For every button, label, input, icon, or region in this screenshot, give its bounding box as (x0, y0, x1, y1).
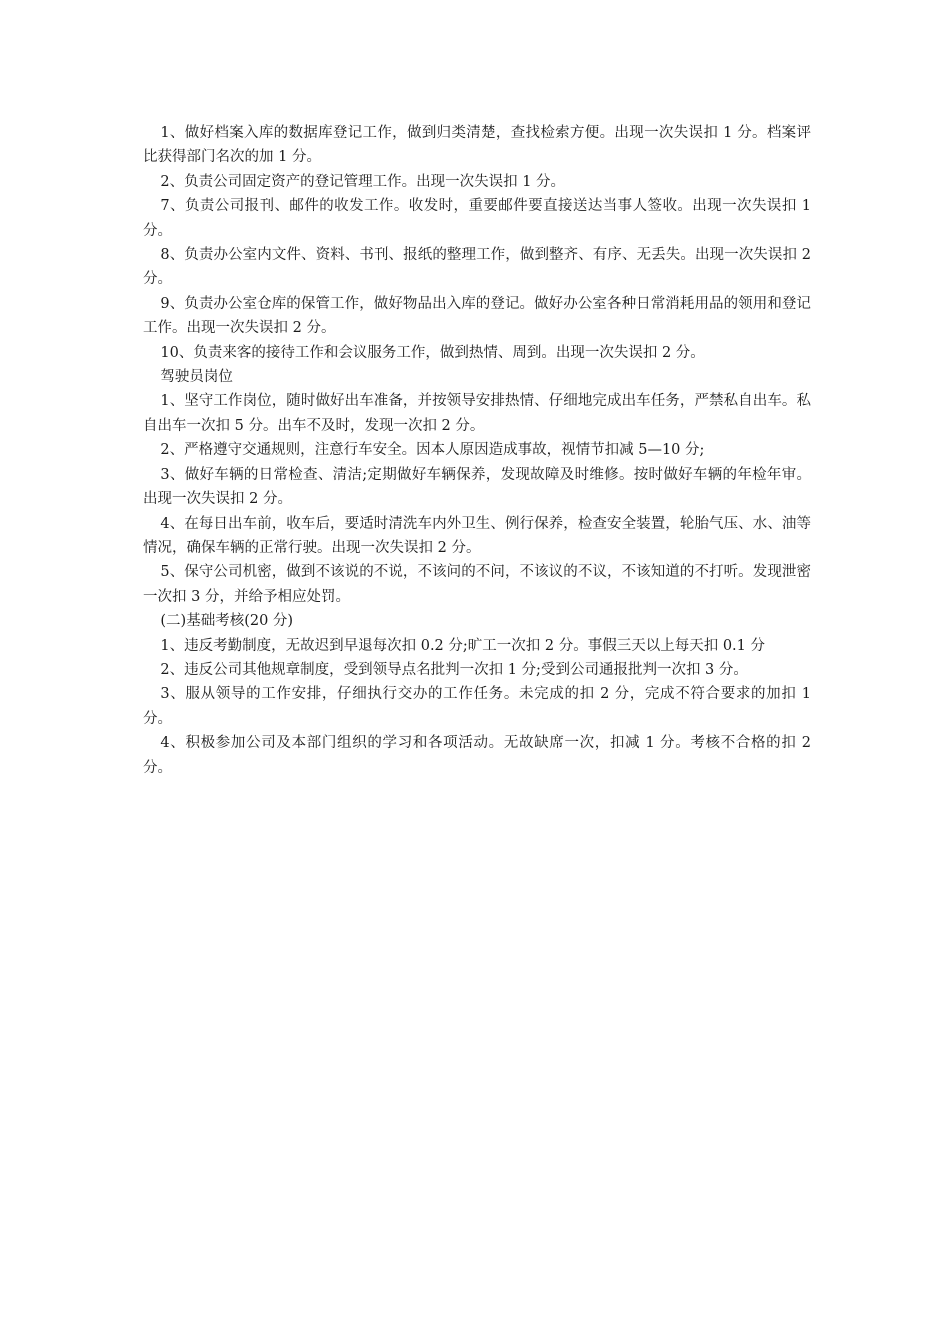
paragraph-daily-inspection: 4、在每日出车前，收车后，要适时清洗车内外卫生、例行保养，检查安全装置，轮胎气压、水、油等情况，确保车辆的正常行驶。出现一次失误扣 2 分。 (143, 515, 811, 556)
paragraph-vehicle-maintenance: 3、做好车辆的日常检查、清洁;定期做好车辆保养，发现故障及时维修。按时做好车辆的年检年审。出现一次失误扣 2 分。 (143, 466, 811, 508)
paragraph-attendance: 1、违反考勤制度，无故迟到早退每次扣 0.2 分;旷工一次扣 2 分。事假三天以上每天扣 0.1 分 (160, 637, 765, 654)
paragraph-task-execution: 3、服从领导的工作安排，仔细执行交办的工作任务。未完成的扣 2 分，完成不符合要求的加扣 1 分。 (143, 686, 811, 727)
section-heading-basic-assessment: (二)基础考核(20 分) (160, 613, 294, 630)
paragraph-archive-registration: 1、做好档案入库的数据库登记工作，做到归类清楚，查找检索方便。出现一次失误扣 1 分。档案评比获得部门名次的加 1 分。 (143, 125, 811, 166)
document-page (143, 121, 811, 780)
paragraph-fixed-assets: 2、负责公司固定资产的登记管理工作。出现一次失误扣 1 分。 (160, 173, 566, 190)
paragraph-mail-handling: 7、负责公司报刊、邮件的收发工作。收发时，重要邮件要直接送达当事人签收。出现一次失误扣 1 分。 (143, 198, 811, 239)
paragraph-warehouse-management: 9、负责办公室仓库的保管工作，做好物品出入库的登记。做好办公室各种日常消耗用品的领用和登记工作。出现一次失误扣 2 分。 (143, 295, 811, 337)
paragraph-confidentiality: 5、保守公司机密，做到不该说的不说，不该问的不问，不该议的不议，不该知道的不打听。发现泄密一次扣 3 分，并给予相应处罚。 (143, 564, 811, 605)
paragraph-driver-duty: 1、坚守工作岗位，随时做好出车准备，并按领导安排热情、仔细地完成出车任务，严禁私自出车。私自出车一次扣 5 分。出车不及时，发现一次扣 2 分。 (143, 393, 811, 434)
paragraph-traffic-rules: 2、严格遵守交通规则，注意行车安全。因本人原因造成事故，视情节扣减 5—10 分; (160, 442, 705, 459)
paragraph-training-participation: 4、积极参加公司及本部门组织的学习和各项活动。无故缺席一次，扣减 1 分。考核不合格的扣 2 分。 (143, 735, 811, 776)
section-heading-driver: 驾驶员岗位 (160, 369, 233, 386)
paragraph-regulations: 2、违反公司其他规章制度，受到领导点名批判一次扣 1 分;受到公司通报批判一次扣 3 分。 (160, 661, 748, 678)
paragraph-document-organization: 8、负责办公室内文件、资料、书刊、报纸的整理工作，做到整齐、有序、无丢失。出现一次失误扣 2 分。 (143, 247, 811, 288)
paragraph-reception-service: 10、负责来客的接待工作和会议服务工作，做到热情、周到。出现一次失误扣 2 分。 (160, 344, 705, 361)
